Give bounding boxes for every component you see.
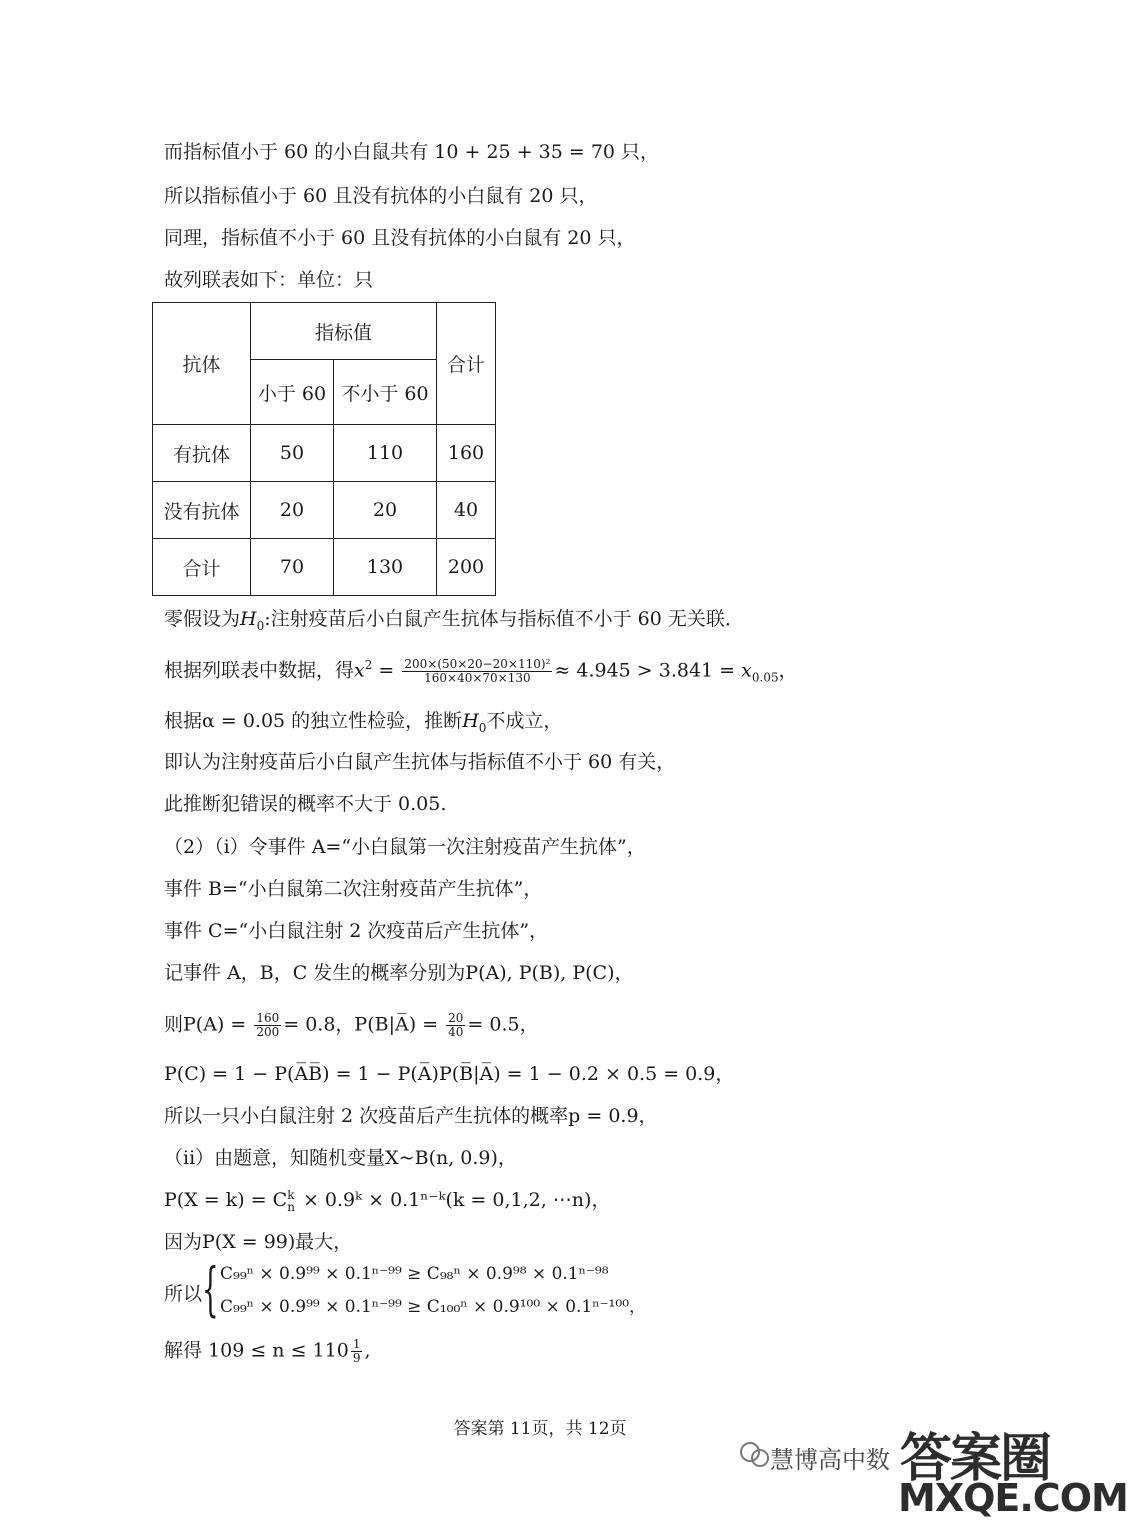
fraction <box>351 1338 363 1365</box>
text: 不成立， <box>486 710 563 732</box>
text: , <box>364 1339 371 1362</box>
text: = 0.5， <box>467 1013 539 1036</box>
table-row <box>153 482 496 539</box>
text: 零假设为 <box>164 608 241 630</box>
text-line: 故列联表如下：单位：只 <box>164 269 374 291</box>
text-line: 所以指标值小于 60 且没有抗体的小白鼠有 20 只， <box>164 185 598 207</box>
table-row <box>153 539 496 596</box>
text-line: （ii）由题意，知随机变量X~B(n, 0.9)， <box>164 1147 517 1169</box>
text: 解得 109 ≤ n ≤ 110 <box>164 1339 349 1362</box>
text-line: 事件 B=“小白鼠第二次注射疫苗产生抗体”， <box>164 878 543 900</box>
cell-ge60: 130 <box>334 539 437 596</box>
denominator: 9 <box>352 1351 361 1365</box>
cell-ge60: 20 <box>334 482 437 539</box>
cell-lt60: 70 <box>251 539 334 596</box>
text: :注射疫苗后小白鼠产生抗体与指标值不小于 60 无关联． <box>264 608 744 630</box>
numerator: 200×(50×20−20×110)² <box>404 657 551 671</box>
row-label: 有抗体 <box>153 425 251 482</box>
alpha-line: 根据α = 0.05 的独立性检验，推断$H_0$不成立， <box>164 710 563 735</box>
pmf-line <box>164 1188 610 1213</box>
text-line: 所以一只小白鼠注射 2 次疫苗后产生抗体的概率p = 0.9， <box>164 1105 658 1127</box>
subscript: n <box>287 1200 295 1214</box>
text: 根据α = 0.05 的独立性检验，推断 <box>164 710 463 732</box>
brace: { <box>202 1255 219 1323</box>
probability-line <box>164 1012 539 1039</box>
subscript: 0.05 <box>751 670 779 685</box>
numerator: 20 <box>448 1011 464 1025</box>
header-total: 合计 <box>437 303 496 425</box>
denominator: 200 <box>256 1025 280 1039</box>
text-line: （2）（i）令事件 A=“小白鼠第一次注射疫苗产生抗体”， <box>164 836 646 858</box>
chi-square-line: 根据列联表中数据，得$x^2$ = $\frac{\text{200×(50×20−20×110)²}}{160\times 40\times 70\times 130}$ ≈ $4.945 > 3.841 = x_{0.05}$， <box>164 657 798 685</box>
cell-total: 200 <box>437 539 496 596</box>
symbol: H <box>240 608 257 630</box>
header-ge60: 不小于 60 <box>334 360 437 425</box>
cell-total: 40 <box>437 482 496 539</box>
fraction <box>446 1012 465 1039</box>
text: ， <box>629 1297 647 1317</box>
superscript: k <box>287 1188 295 1202</box>
inequality-row: C₉₉ⁿ × 0.9⁹⁹ × 0.1ⁿ⁻⁹⁹ ≥ C₉₈ⁿ × 0.9⁹⁸ × 0.1ⁿ⁻⁹⁸ <box>220 1264 609 1284</box>
table-row <box>153 425 496 482</box>
solution-line <box>164 1338 371 1365</box>
watermark-url: MXQE.COM <box>898 1476 1128 1520</box>
denominator: 40 <box>448 1025 464 1039</box>
cell-total: 160 <box>437 425 496 482</box>
text: 则P(A) = <box>164 1013 253 1036</box>
text: C₉₉ⁿ × 0.9⁹⁹ × 0.1ⁿ⁻⁹⁹ ≥ C₁₀₀ⁿ × 0.9¹⁰⁰ × 0.1ⁿ⁻¹⁰⁰ <box>220 1297 630 1317</box>
numerator: 1 <box>352 1337 361 1351</box>
page-footer: 答案第 11页，共 12页 <box>453 1419 627 1439</box>
subscript: 0 <box>256 618 265 633</box>
text: 所以 <box>164 1283 203 1305</box>
cell-lt60: 50 <box>251 425 334 482</box>
text-line: 记事件 A，B，C 发生的概率分别为P(A), P(B), P(C)， <box>164 962 634 984</box>
text: = 0.8，P(B|A̅) = <box>283 1013 445 1036</box>
text-line: 事件 C=“小白鼠注射 2 次疫苗后产生抗体”， <box>164 920 549 942</box>
header-antibody: 抗体 <box>153 303 251 425</box>
cell-lt60: 20 <box>251 482 334 539</box>
text: × 0.9ᵏ × 0.1ⁿ⁻ᵏ(k = 0,1,2, ⋯n)， <box>296 1189 611 1211</box>
null-hypothesis <box>164 607 744 631</box>
chi-fraction <box>402 658 552 685</box>
text-line: 此推断犯错误的概率不大于 0.05. <box>164 793 447 815</box>
contingency-table <box>152 302 496 596</box>
denominator: 160×40×70×130 <box>424 671 531 685</box>
text: P(X = k) = C <box>164 1189 288 1211</box>
text-line: 因为P(X = 99)最大， <box>164 1231 353 1253</box>
cell-ge60: 110 <box>334 425 437 482</box>
inequality-row <box>220 1292 646 1317</box>
text-line: 而指标值小于 60 的小白鼠共有 10 + 25 + 35 = 70 只， <box>164 141 660 163</box>
row-label: 没有抗体 <box>153 482 251 539</box>
symbol: x <box>741 659 752 682</box>
text: 根据列联表中数据，得 <box>164 659 355 682</box>
text-line: 即认为注射疫苗后小白鼠产生抗体与指标值不小于 60 有关， <box>164 751 676 773</box>
watermark-brand: 答案圈 <box>900 1429 1051 1489</box>
text-line: P(C) = 1 − P(A̅B̅) = 1 − P(A̅)P(B̅|A̅) = 1 − 0.2 × 0.5 = 0.9， <box>164 1063 735 1085</box>
numerator: 160 <box>256 1011 280 1025</box>
header-indicator: 指标值 <box>251 303 437 360</box>
watermark-wechat: 慧博高中数 <box>770 1446 890 1474</box>
text-line: 同理，指标值不小于 60 且没有抗体的小白鼠有 20 只， <box>164 227 636 249</box>
row-label: 合计 <box>153 539 251 596</box>
text: ≈ 4.945 > 3.841 = <box>554 659 742 682</box>
fraction <box>254 1012 281 1039</box>
binomial-indices <box>287 1189 295 1213</box>
header-lt60: 小于 60 <box>251 360 334 425</box>
